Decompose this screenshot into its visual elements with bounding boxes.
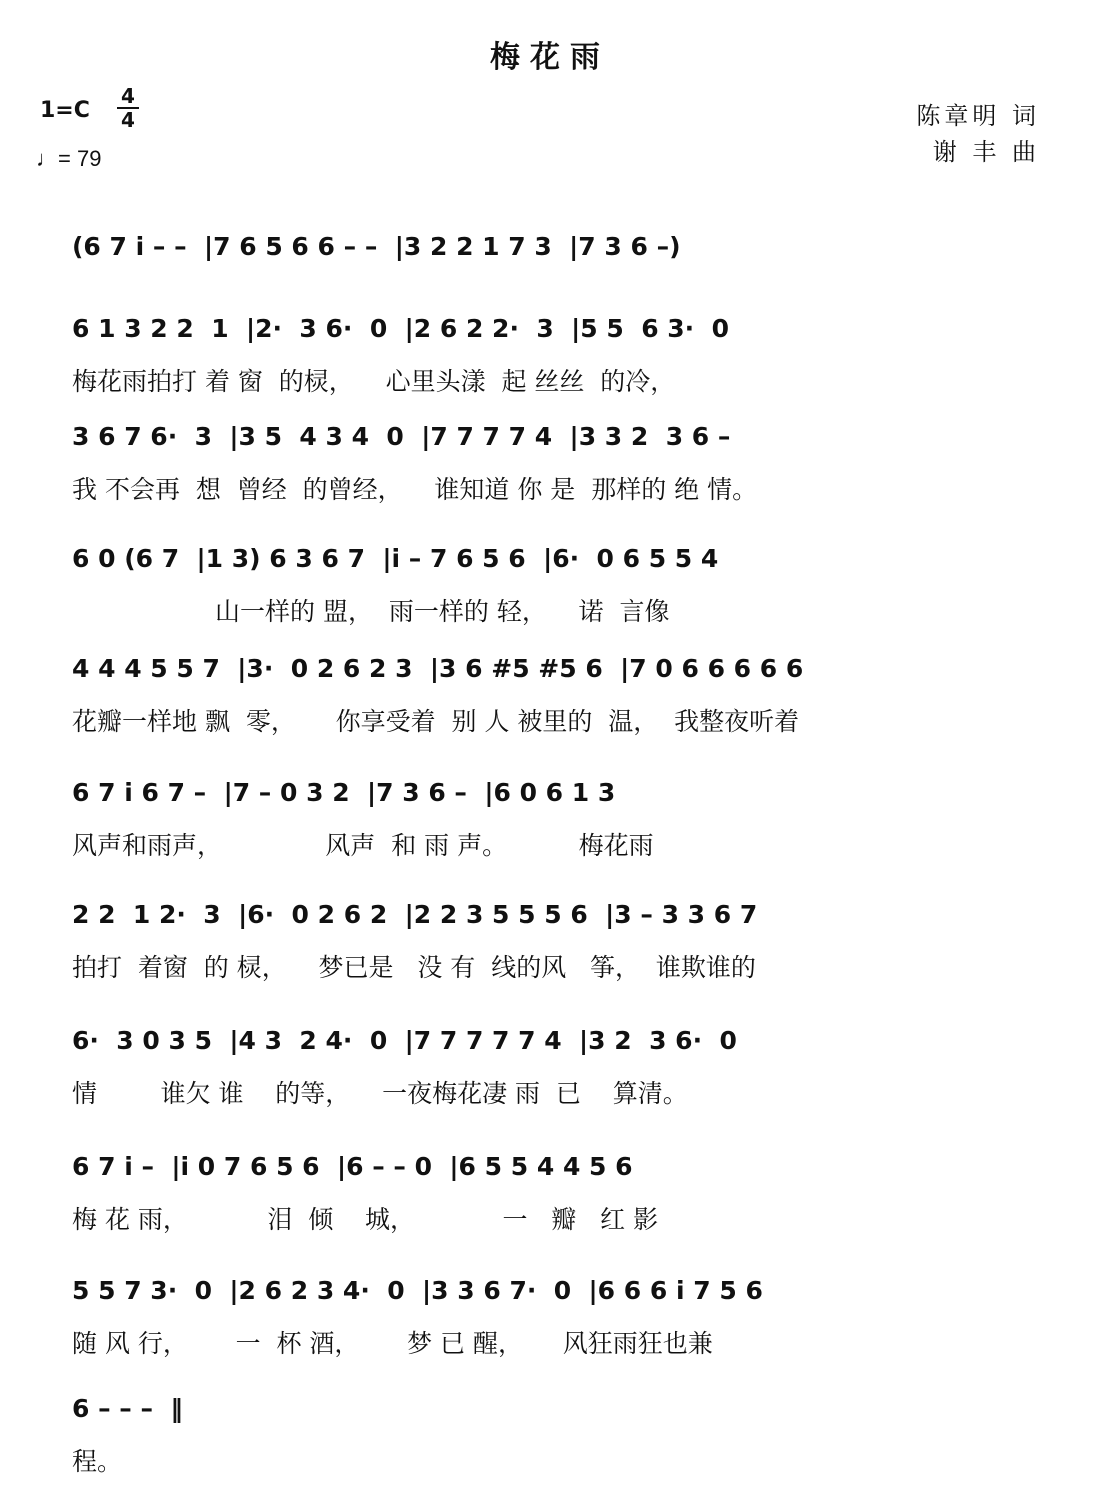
score-row — [72, 228, 1052, 320]
composer-credit: 谢 丰 曲 — [932, 138, 1040, 166]
lyric-line: 拍打 着窗 的 棂， 梦已是 没 有 线的风 筝， 谁欺谁的 — [72, 953, 756, 982]
notation-line: 6 7 i 6 7 – |7 – 0 3 2 |7 3 6 – |6 0 6 1 3 — [72, 778, 616, 807]
score-row — [72, 310, 1052, 402]
lyric-line: 我 不会再 想 曾经 的曾经， 谁知道 你 是 那样的 绝 情。 — [72, 475, 758, 504]
score-row — [72, 1272, 1052, 1364]
notation-line: (6 7 i – – |7 6 5 6 6 – – |3 2 2 1 7 3 |7 3 6 –) — [72, 232, 681, 261]
score-row — [72, 650, 1052, 742]
lyric-line: 风声和雨声， 风声 和 雨 声。 梅花雨 — [72, 831, 654, 860]
time-signature-top: 4 — [121, 84, 135, 108]
song-title: 梅花雨 — [490, 40, 610, 75]
lyric-line: 程。 — [72, 1447, 123, 1476]
quarter-note-icon: ♩ — [36, 146, 58, 171]
notation-line: 6 7 i – |i 0 7 6 5 6 |6 – – 0 |6 5 5 4 4 5 6 — [72, 1152, 633, 1181]
score-row — [72, 896, 1052, 988]
key-signature: 1=C — [40, 98, 90, 123]
time-signature-bottom: 4 — [121, 108, 135, 132]
notation-line: 4 4 4 5 5 7 |3· 0 2 6 2 3 |3 6 #5 #5 6 |7 0 6 6 6 6 6 — [72, 654, 804, 683]
score-row — [72, 1390, 1052, 1482]
score-row — [72, 1022, 1052, 1114]
tempo-value: = 79 — [58, 146, 102, 171]
score-row — [72, 540, 1052, 632]
lyricist-credit: 陈章明 词 — [916, 102, 1040, 130]
lyric-line: 梅花雨拍打 着 窗 的棂， 心里头漾 起 丝丝 的冷， — [72, 367, 676, 396]
notation-line: 2 2 1 2· 3 |6· 0 2 6 2 |2 2 3 5 5 5 6 |3 – 3 3 6 7 — [72, 900, 758, 929]
score-row — [72, 418, 1052, 510]
score-row — [72, 774, 1052, 866]
notation-line: 6· 3 0 3 5 |4 3 2 4· 0 |7 7 7 7 7 4 |3 2 3 6· 0 — [72, 1026, 737, 1055]
notation-line: 6 1 3 2 2 1 |2· 3 6· 0 |2 6 2 2· 3 |5 5 6 3· 0 — [72, 314, 729, 343]
lyric-line: 随 风 行， 一 杯 酒， 梦 已 醒， 风狂雨狂也兼 — [72, 1329, 713, 1358]
lyric-line: 山一样的 盟， 雨一样的 轻， 诺 言像 — [72, 597, 670, 626]
score-row — [72, 1148, 1052, 1240]
lyric-line: 情 谁欠 谁 的等， 一夜梅花凄 雨 已 算清。 — [72, 1079, 688, 1108]
lyric-line: 梅 花 雨， 泪 倾 城， 一 瓣 红 影 — [72, 1205, 659, 1234]
notation-line: 6 – – – ‖ — [72, 1394, 183, 1423]
notation-line: 5 5 7 3· 0 |2 6 2 3 4· 0 |3 3 6 7· 0 |6 6 6 i 7 5 6 — [72, 1276, 763, 1305]
lyric-line: 花瓣一样地 飘 零， 你享受着 别 人 被里的 温， 我整夜听着 — [72, 707, 800, 736]
notation-line: 3 6 7 6· 3 |3 5 4 3 4 0 |7 7 7 7 4 |3 3 2 3 6 – — [72, 422, 731, 451]
notation-line: 6 0 (6 7 |1 3) 6 3 6 7 |i – 7 6 5 6 |6· 0 6 5 5 4 — [72, 544, 719, 573]
